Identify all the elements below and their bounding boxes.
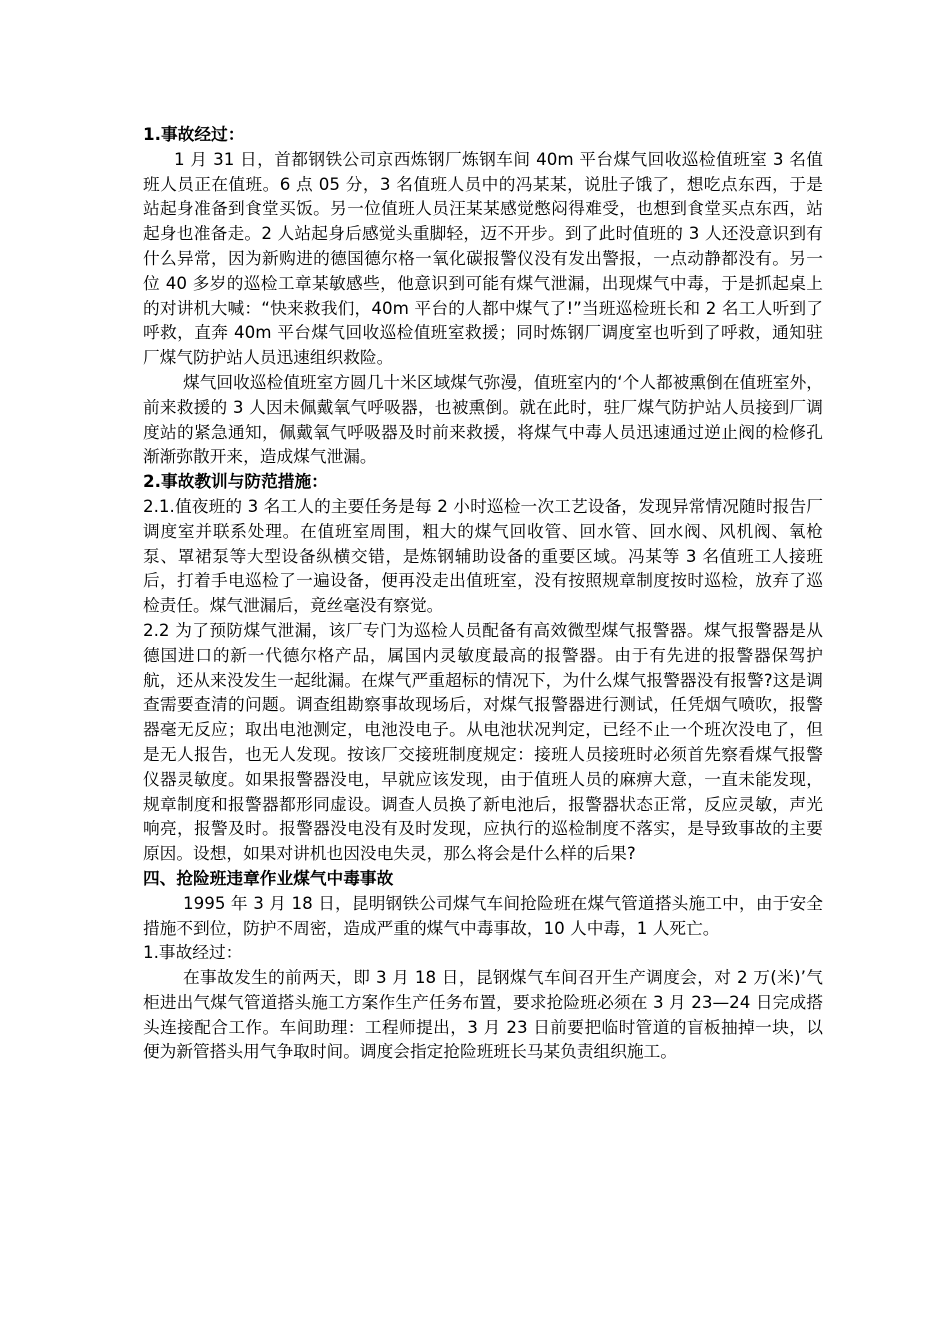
paragraph: 2.2 为了预防煤气泄漏，该厂专门为巡检人员配备有高效微型煤气报警器。煤气报警器是从德国进口的新一代德尔格产品，属国内灵敏度最高的报警器。由于有先进的报警器保驾护航，还从来没发生一起纰漏。在煤气严重超标的情况下，为什么煤气报警器没有报警?这是调查需要查清的问题。调查组勘察事故现场后，对煤气报警器进行测试，任凭烟气喷吹，报警器毫无反应；取出电池测定，电池没电子。从电池状况判定，已经不止一个班次没电了，但是无人报告，也无人发现。按该厂交接班制度规定：接班人员接班时必须首先察看煤气报警仪器灵敏度。如果报警器没电，早就应该发现，由于值班人员的麻痹大意，一直未能发现，规章制度和报警器都形同虚设。调查人员换了新电池后，报警器状态正常，反应灵敏，声光响亮，报警及时。报警器没电没有及时发现，应执行的巡检制度不落实，是导致事故的主要原因。设想，如果对讲机也因没电失灵，那么将会是什么样的后果? (143, 619, 823, 864)
document-page (143, 122, 823, 1064)
paragraph: 1995 年 3 月 18 日，昆明钢铁公司煤气车间抢险班在煤气管道搭头施工中，由于安全措施不到位，防护不周密，造成严重的煤气中毒事故，10 人中毒，1 人死亡。 (143, 892, 823, 938)
paragraph: 2.1.值夜班的 3 名工人的主要任务是每 2 小时巡检一次工艺设备，发现异常情况随时报告厂调度室并联系处理。在值班室周围，粗大的煤气回收管、回水管、回水阀、风机阀、氧枪泵、罩裙泵等大型设备纵横交错，是炼钢辅助设备的重要区域。冯某等 3 名值班工人接班后，打着手电巡检了一遍设备，便再没走出值班室，没有按照规章制度按时巡检，放弃了巡检责任。煤气泄漏后，竟丝毫没有察觉。 (143, 495, 823, 616)
section-heading: 2.事故教训与防范措施： (143, 471, 328, 492)
paragraph: 在事故发生的前两天，即 3 月 18 日，昆钢煤气车间召开生产调度会，对 2 万(米)’气柜进出气煤气管道搭头施工方案作生产任务布置，要求抢险班必须在 3 月 23—24 日完成搭头连接配合工作。车间助理：工程师提出，3 月 23 日前要把临时管道的盲板抽掉一块，以便为新管搭头用气争取时间。调度会指定抢险班班长马某负责组织施工。 (143, 967, 823, 1062)
section-heading: 1.事故经过： (143, 124, 245, 144)
paragraph: 煤气回收巡检值班室方圆几十米区域煤气弥漫，值班室内的‘个人都被熏倒在值班室外，前来救援的 3 人因未佩戴氧气呼吸器，也被熏倒。就在此时，驻厂煤气防护站人员接到厂调度站的紧急通知，佩戴氧气呼吸器及时前来救援，将煤气中毒人员迅速通过逆止阀的检修孔渐渐弥散开来，造成煤气泄漏。 (143, 371, 823, 467)
section-heading: 四、抢险班违章作业煤气中毒事故 (143, 867, 394, 888)
subsection-label: 1.事故经过： (143, 942, 243, 963)
paragraph: 1 月 31 日，首都钢铁公司京西炼钢厂炼钢车间 40m 平台煤气回收巡检值班室 3 名值班人员正在值班。6 点 05 分，3 名值班人员中的冯某某，说肚子饿了，想吃点东西，于是站起身准备到食堂买饭。另一位值班人员汪某某感觉憋闷得难受，也想到食堂买点东西，站起身也准备走。2 人站起身后感觉头重脚轻，迈不开步。到了此时值班的 3 人还没意识到有什么异常，因为新购进的德国德尔格一氧化碳报警仪没有发出警报，一点动静都没有。另一位 40 多岁的巡检工章某敏感些，他意识到可能有煤气泄漏，出现煤气中毒，于是抓起桌上的对讲机大喊：“快来救我们，40m 平台的人都中煤气了!”当班巡检班长和 2 名工人听到了呼救，直奔 40m 平台煤气回收巡检值班室救援；同时炼钢厂调度室也听到了呼救，通知驻厂煤气防护站人员迅速组织救险。 (143, 148, 823, 368)
